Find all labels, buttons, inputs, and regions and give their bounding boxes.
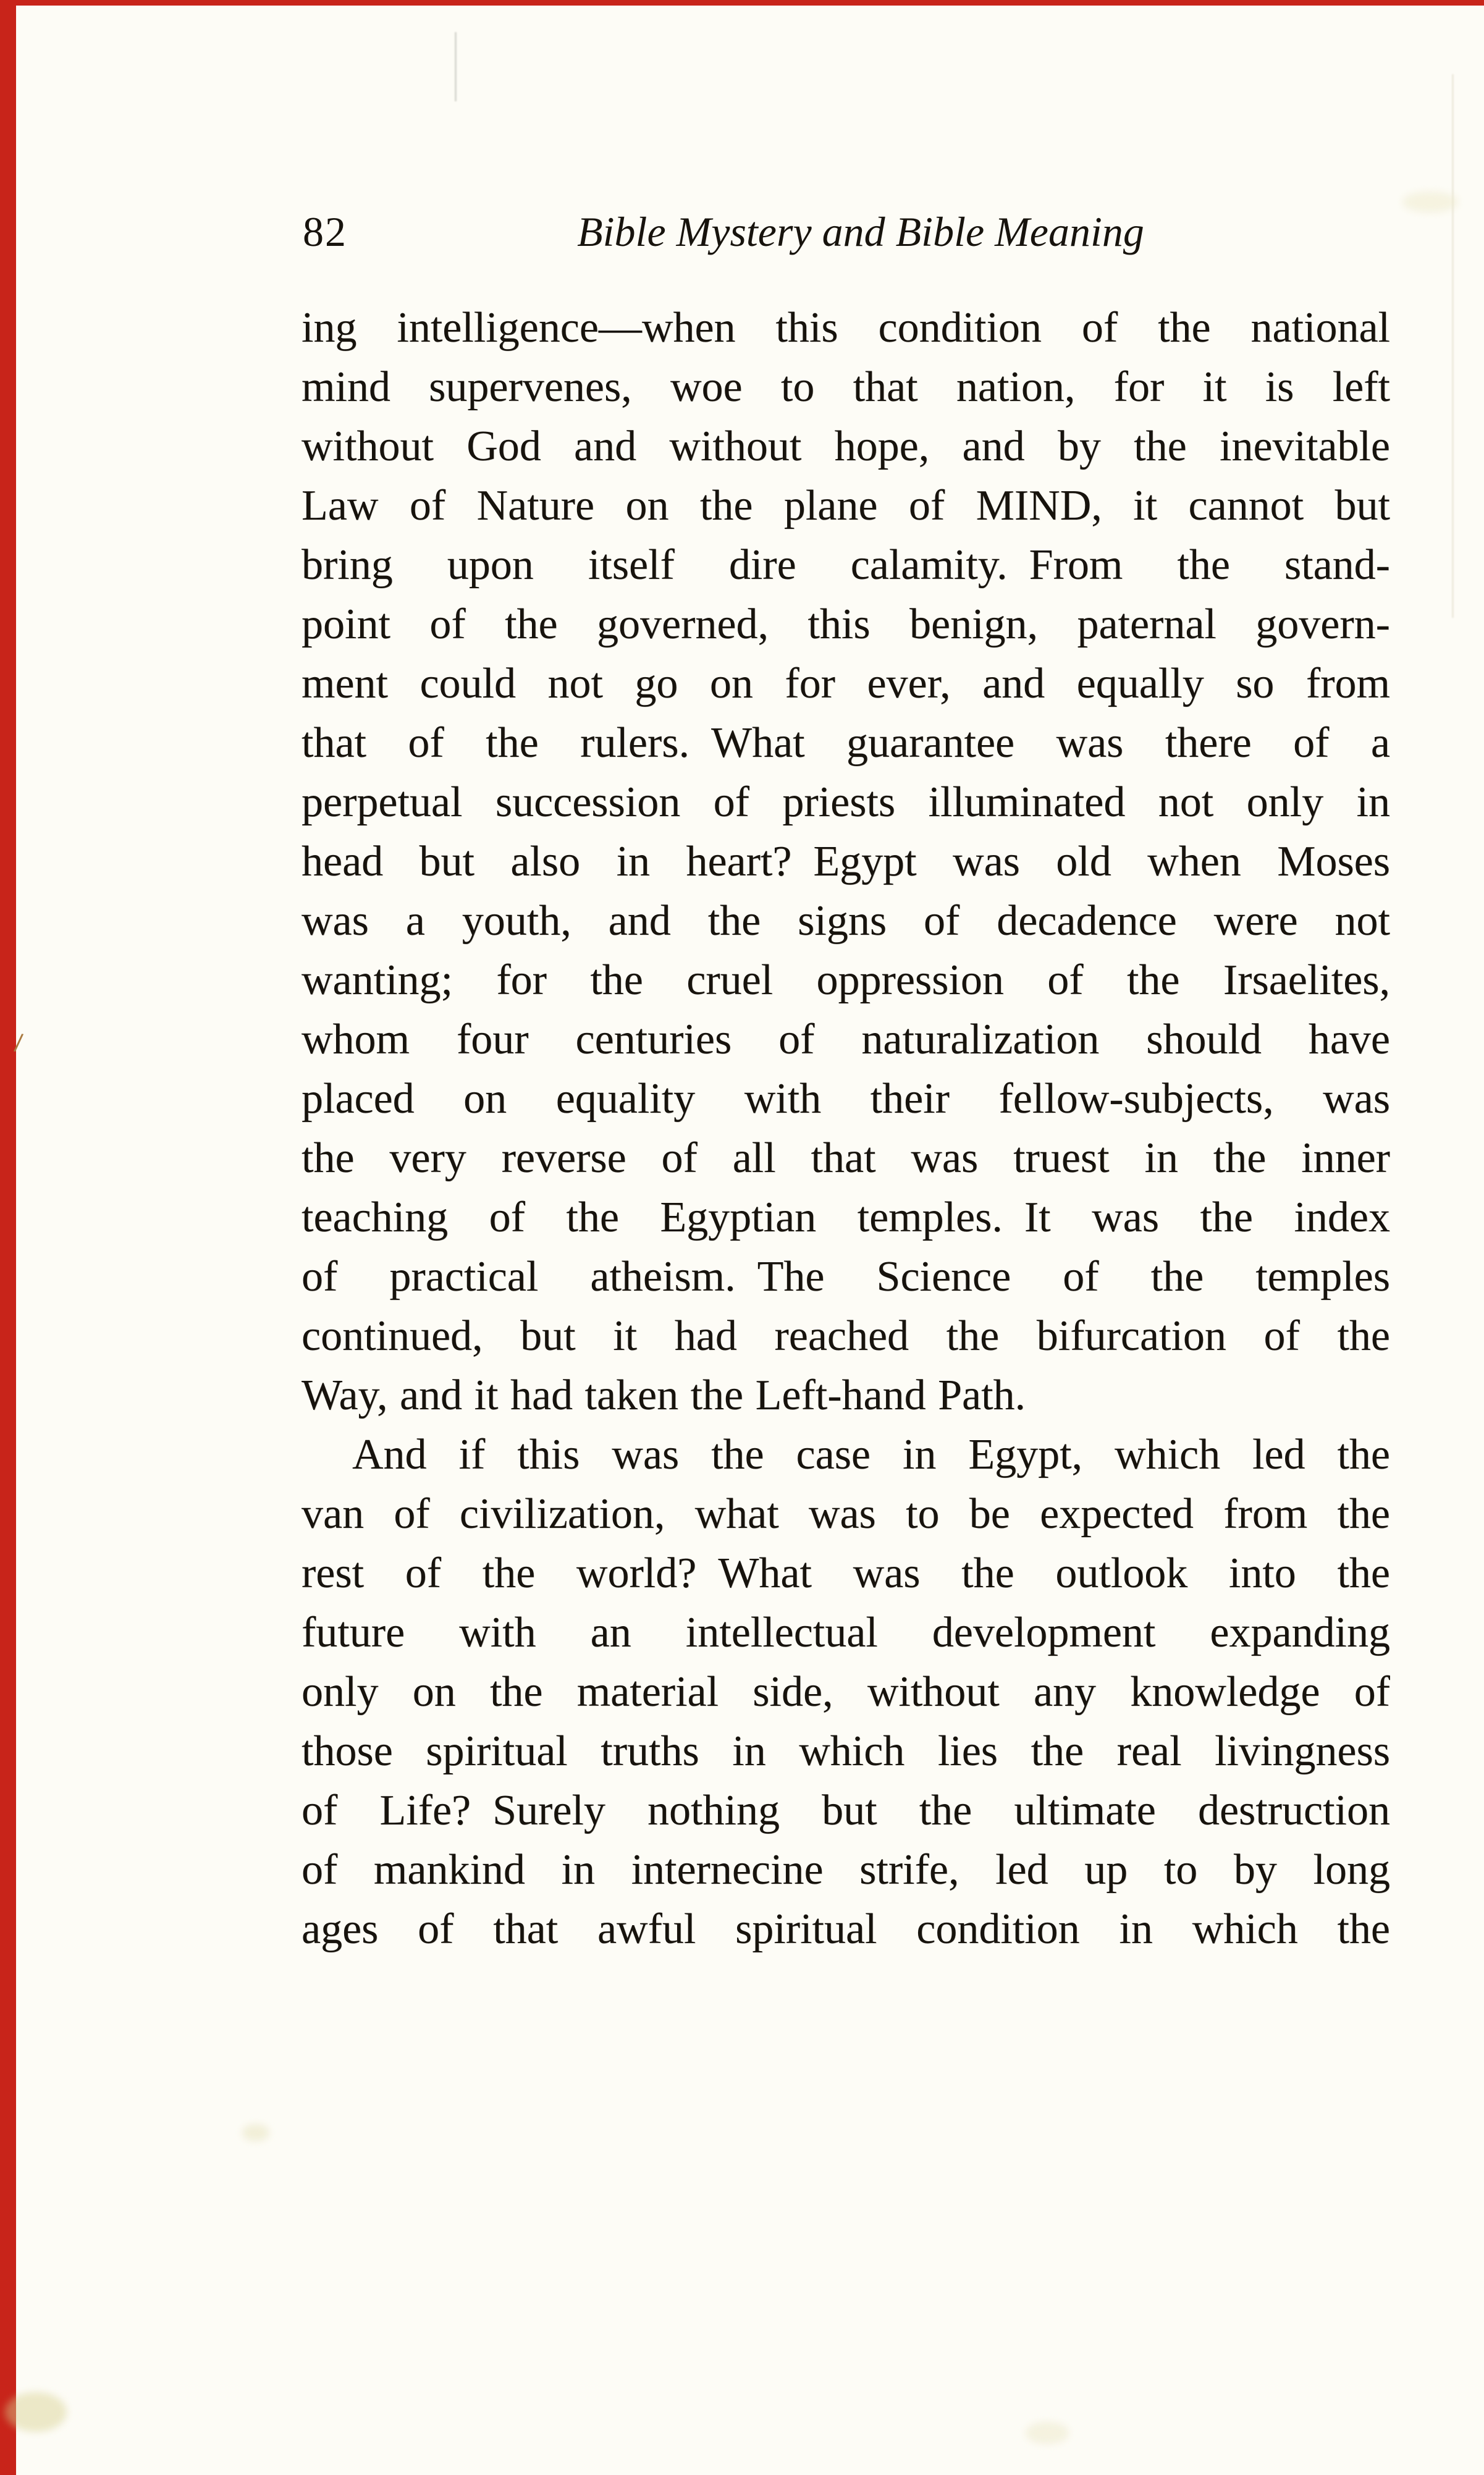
- red-left-edge: [0, 0, 16, 2475]
- text-line: ages of that awful spiritual condition in which the: [301, 1905, 1390, 1953]
- text-line: perpetual succession of priests illuminated not only in: [301, 778, 1390, 826]
- text-line: future with an intellectual development expanding: [301, 1609, 1390, 1656]
- text-line: whom four centuries of naturalization should have: [301, 1016, 1390, 1063]
- page-header: [301, 208, 1390, 276]
- text-line: rest of the world? What was the outlook into the: [301, 1550, 1390, 1597]
- paper-crease: [455, 32, 457, 101]
- stain-smudge: [242, 2124, 269, 2141]
- text-line: van of civilization, what was to be expected from the: [301, 1490, 1390, 1538]
- text-line: continued, but it had reached the bifurcation of the: [301, 1312, 1390, 1360]
- text-line: bring upon itself dire calamity. From the stand-: [301, 541, 1390, 589]
- red-top-edge: [0, 0, 1484, 6]
- stain-smudge: [1026, 2422, 1069, 2444]
- paper-crease: [1452, 74, 1454, 618]
- paragraph-continued: [301, 298, 1390, 1425]
- text-block: [301, 298, 1390, 1959]
- text-line: head but also in heart? Egypt was old when Moses: [301, 838, 1390, 885]
- running-title: Bible Mystery and Bible Meaning: [577, 208, 1144, 255]
- text-line: that of the rulers. What guarantee was there of a: [301, 719, 1390, 767]
- text-line: those spiritual truths in which lies the real livingness: [301, 1727, 1390, 1775]
- text-line: was a youth, and the signs of decadence were not: [301, 897, 1390, 945]
- text-line: Way, and it had taken the Left-hand Path.: [301, 1372, 1026, 1419]
- text-line: placed on equality with their fellow-subjects, was: [301, 1075, 1390, 1123]
- text-line: only on the material side, without any knowledge of: [301, 1668, 1390, 1716]
- text-line: of mankind in internecine strife, led up to by long: [301, 1846, 1390, 1894]
- text-line: without God and without hope, and by the inevitable: [301, 423, 1390, 470]
- stain-smudge: [5, 2392, 67, 2432]
- paragraph: [301, 1425, 1390, 1959]
- text-line: of practical atheism. The Science of the temples: [301, 1253, 1390, 1301]
- text-line: of Life? Surely nothing but the ultimate destruction: [301, 1787, 1390, 1834]
- margin-slash-mark: /: [13, 1027, 24, 1058]
- stain-smudge: [1402, 192, 1458, 213]
- text-line: ment could not go on for ever, and equally so from: [301, 660, 1390, 707]
- text-line: teaching of the Egyptian temples. It was the index: [301, 1194, 1390, 1241]
- text-line: And if this was the case in Egypt, which led the: [352, 1431, 1390, 1478]
- text-line: mind supervenes, woe to that nation, for it is left: [301, 363, 1390, 411]
- text-line: point of the governed, this benign, paternal govern-: [301, 601, 1390, 648]
- text-line: ing intelligence—when this condition of the national: [301, 304, 1390, 352]
- text-line: Law of Nature on the plane of MIND, it cannot but: [301, 482, 1390, 529]
- text-line: wanting; for the cruel oppression of the Irsaelites,: [301, 956, 1390, 1004]
- text-line: the very reverse of all that was truest in the inner: [301, 1134, 1390, 1182]
- page-number: 82: [303, 208, 347, 255]
